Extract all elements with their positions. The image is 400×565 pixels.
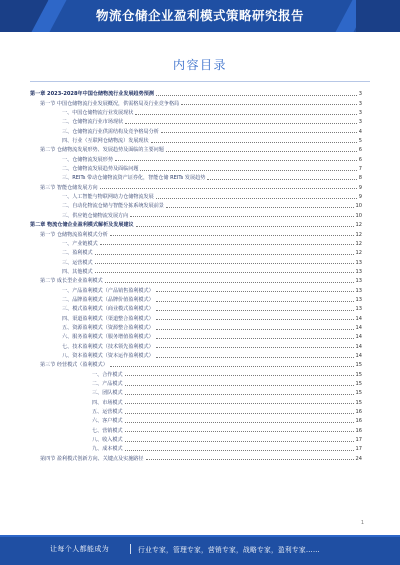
toc-leader-dots — [110, 366, 354, 367]
toc-entry-label: 六、客户模式 — [92, 418, 123, 425]
toc-entry-label: 二、自动化物流仓储与智能分拣系统发展前景 — [62, 203, 164, 210]
toc-entry-label: 第一章 2023-2028年中国仓储物流行业发展趋势预测 — [30, 91, 154, 98]
toc-entry[interactable] — [30, 378, 362, 387]
toc-entry-page: 3 — [358, 100, 362, 107]
toc-leader-dots — [125, 394, 354, 395]
toc-entry[interactable] — [30, 434, 362, 443]
toc-entry[interactable] — [30, 144, 362, 153]
toc-entry-page: 13 — [355, 287, 362, 294]
toc-leader-dots — [151, 142, 357, 143]
toc-leader-dots — [105, 282, 354, 283]
toc-entry-page: 17 — [355, 446, 362, 453]
toc-entry-label: 二、盈利模式 — [62, 250, 93, 257]
toc-entry-label: 三、模式盈利模式（商业模式盈利模式） — [62, 306, 154, 313]
toc-entry-label: 第三节 经营模式（盈利模式） — [40, 362, 108, 369]
toc-entry-label: 二、仓储物流行业市场现状 — [62, 119, 124, 126]
toc-entry-label: 五、运营模式 — [92, 409, 123, 416]
toc-entry-page: 14 — [355, 352, 362, 359]
toc-entry-label: 五、资源盈利模式（资源整合盈利模式） — [62, 324, 154, 331]
toc-entry-label: 三、运营模式 — [62, 259, 93, 266]
toc-leader-dots — [125, 123, 357, 124]
toc-entry[interactable] — [30, 331, 362, 340]
toc-entry-label: 第二章 物流仓储企业盈利模式解析及发展建议 — [30, 222, 134, 229]
toc-entry-page: 15 — [355, 399, 362, 406]
toc-entry[interactable] — [30, 200, 362, 209]
toc-entry[interactable] — [30, 424, 362, 433]
toc-leader-dots — [125, 413, 354, 414]
toc-leader-dots — [181, 104, 357, 105]
toc-leader-dots — [95, 263, 354, 264]
toc-entry-label: 三、团队模式 — [92, 390, 123, 397]
toc-entry[interactable] — [30, 219, 362, 228]
toc-leader-dots — [156, 347, 354, 348]
toc-entry-page: 3 — [358, 110, 362, 117]
toc-entry-label: 八、收入模式 — [92, 437, 123, 444]
toc-entry-label: 四、行业（互联网仓储物流）发展现状 — [62, 138, 149, 145]
toc-leader-dots — [125, 450, 354, 451]
toc-entry-page: 13 — [355, 268, 362, 275]
toc-entry-page: 24 — [355, 455, 362, 462]
footer-slogan: 让每个人都能成为 — [50, 545, 110, 553]
toc-entry-page: 14 — [355, 324, 362, 331]
title-divider — [30, 81, 370, 82]
toc-entry-label: 四、渠道盈利模式（渠道整合盈利模式） — [62, 315, 154, 322]
toc-leader-dots — [146, 459, 354, 460]
toc-entry-label: 九、成本模式 — [92, 446, 123, 453]
toc-entry[interactable] — [30, 125, 362, 134]
toc-leader-dots — [140, 170, 356, 171]
toc-entry[interactable] — [30, 228, 362, 237]
toc-entry[interactable] — [30, 368, 362, 377]
toc-leader-dots — [125, 385, 354, 386]
toc-entry[interactable] — [30, 322, 362, 331]
table-of-contents — [30, 88, 362, 462]
toc-entry[interactable] — [30, 340, 362, 349]
toc-entry-page: 13 — [355, 259, 362, 266]
toc-entry-label: 一、中国仓储物流行业发展现状 — [62, 110, 134, 117]
toc-entry-label: 三、仓储物流行业供需结构及竞争格局分析 — [62, 128, 159, 135]
toc-entry-page: 14 — [355, 315, 362, 322]
toc-entry[interactable] — [30, 88, 362, 97]
toc-leader-dots — [156, 301, 354, 302]
toc-entry[interactable] — [30, 266, 362, 275]
toc-entry[interactable] — [30, 312, 362, 321]
toc-entry[interactable] — [30, 443, 362, 452]
toc-entry-label: 八、资本盈利模式（资本运作盈利模式） — [62, 352, 154, 359]
toc-leader-dots — [156, 357, 354, 358]
toc-entry-page: 8 — [358, 175, 362, 182]
toc-entry[interactable] — [30, 107, 362, 116]
toc-entry-label: 一、人工智能与物联网助力仓储物流发展 — [62, 194, 154, 201]
toc-leader-dots — [125, 375, 354, 376]
toc-leader-dots — [115, 160, 357, 161]
toc-entry[interactable] — [30, 181, 362, 190]
footer-tagline: 行业专家，管理专家，营销专家，战略专家，盈利专家…… — [138, 546, 320, 554]
toc-entry[interactable] — [30, 135, 362, 144]
toc-entry[interactable] — [30, 294, 362, 303]
toc-entry-page: 10 — [355, 212, 362, 219]
toc-entry-label: 第三节 智能仓储发展方向 — [40, 184, 98, 191]
toc-entry-page: 17 — [355, 437, 362, 444]
toc-leader-dots — [125, 431, 354, 432]
toc-entry[interactable] — [30, 97, 362, 106]
toc-entry-page: 10 — [355, 203, 362, 210]
toc-entry-label: 一、产品盈利模式（产品销售盈利模式） — [62, 287, 154, 294]
toc-entry-page: 14 — [355, 334, 362, 341]
toc-entry-page: 12 — [355, 250, 362, 257]
toc-leader-dots — [125, 441, 354, 442]
toc-entry-label: 七、营销模式 — [92, 427, 123, 434]
toc-leader-dots — [100, 244, 354, 245]
toc-entry[interactable] — [30, 359, 362, 368]
toc-leader-dots — [156, 319, 354, 320]
toc-entry-page: 6 — [358, 156, 362, 163]
toc-entry-page: 13 — [355, 296, 362, 303]
toc-leader-dots — [135, 114, 356, 115]
toc-leader-dots — [100, 188, 357, 189]
toc-entry-page: 9 — [358, 184, 362, 191]
toc-entry[interactable] — [30, 209, 362, 218]
toc-entry-label: 第一节 中国仓储物流行业发展概况，供需格局及行业竞争格局 — [40, 100, 180, 107]
toc-entry[interactable] — [30, 396, 362, 405]
toc-entry[interactable] — [30, 256, 362, 265]
toc-leader-dots — [161, 132, 357, 133]
toc-leader-dots — [156, 291, 354, 292]
toc-entry-label: 一、合作模式 — [92, 371, 123, 378]
toc-entry-label: 第一节 仓储物流盈利模式分析 — [40, 231, 108, 238]
toc-entry-page: 6 — [358, 147, 362, 154]
page-number: 1 — [360, 520, 364, 526]
report-title: 物流仓储企业盈利模式策略研究报告 — [95, 8, 304, 23]
toc-entry-page: 5 — [358, 138, 362, 145]
toc-entry[interactable] — [30, 406, 362, 415]
toc-entry[interactable] — [30, 284, 362, 293]
toc-entry[interactable] — [30, 275, 362, 284]
toc-entry-page: 12 — [355, 240, 362, 247]
toc-entry-label: 二、仓储物流发展趋势及面临问题 — [62, 166, 139, 173]
toc-entry-page: 13 — [355, 278, 362, 285]
toc-entry-label: 一、产业链模式 — [62, 240, 98, 247]
toc-entry-label: 三、供应链仓储物流发展方向 — [62, 212, 129, 219]
toc-entry-page: 9 — [358, 194, 362, 201]
toc-entry-page: 3 — [358, 119, 362, 126]
toc-entry-page: 12 — [355, 231, 362, 238]
toc-leader-dots — [166, 151, 357, 152]
toc-leader-dots — [125, 422, 354, 423]
toc-heading: 内容目录 — [172, 58, 227, 72]
toc-entry[interactable] — [30, 350, 362, 359]
toc-entry[interactable] — [30, 153, 362, 162]
toc-entry-label: 二、产品模式 — [92, 381, 123, 387]
toc-entry-page: 15 — [355, 390, 362, 397]
toc-entry-page: 15 — [355, 371, 362, 378]
toc-entry-label: 第二节 成长型企业盈利模式 — [40, 278, 103, 285]
toc-entry[interactable] — [30, 191, 362, 200]
toc-entry[interactable] — [30, 172, 362, 181]
toc-leader-dots — [156, 329, 354, 330]
toc-leader-dots — [156, 310, 354, 311]
toc-entry-label: 二、品牌盈利模式（品牌价值盈利模式） — [62, 296, 154, 303]
toc-entry-page: 14 — [355, 343, 362, 350]
toc-entry-page: 15 — [355, 381, 362, 387]
footer-edge — [0, 535, 400, 537]
toc-entry-page: 16 — [355, 418, 362, 425]
toc-entry-page: 7 — [358, 166, 362, 173]
toc-leader-dots — [156, 338, 354, 339]
toc-entry-page: 12 — [355, 222, 362, 229]
toc-entry[interactable] — [30, 247, 362, 256]
toc-entry[interactable] — [30, 415, 362, 424]
toc-leader-dots — [156, 198, 357, 199]
toc-entry[interactable] — [30, 238, 362, 247]
toc-entry-page: 16 — [355, 427, 362, 434]
toc-entry-page: 13 — [355, 306, 362, 313]
toc-leader-dots — [95, 254, 354, 255]
toc-entry-label: 七、技术盈利模式（技术领先盈利模式） — [62, 343, 154, 350]
toc-entry-page: 15 — [355, 362, 362, 369]
toc-entry[interactable] — [30, 387, 362, 396]
toc-entry[interactable] — [30, 116, 362, 125]
toc-leader-dots — [130, 216, 353, 217]
toc-leader-dots — [110, 235, 354, 236]
toc-leader-dots — [136, 226, 354, 227]
toc-leader-dots — [207, 179, 356, 180]
toc-entry[interactable] — [30, 303, 362, 312]
toc-entry-label: 一、仓储物流发展形势 — [62, 156, 113, 163]
toc-entry-label: 第二节 仓储物流发展形势、发展趋势及面临的主要问题 — [40, 147, 164, 154]
toc-entry-page: 3 — [358, 91, 362, 98]
toc-entry-label: 四、市场模式 — [92, 399, 123, 406]
toc-entry-label: 四、其他模式 — [62, 268, 93, 275]
toc-leader-dots — [166, 207, 354, 208]
toc-leader-dots — [156, 95, 357, 96]
toc-entry[interactable] — [30, 163, 362, 172]
toc-entry-label: 第四节 盈利模式创新方向、关键点及实施路径 — [40, 455, 144, 462]
toc-entry-page: 4 — [358, 128, 362, 135]
toc-entry[interactable] — [30, 452, 362, 461]
toc-entry-label: 三、REITs 带动仓储物流资产证券化，智能仓储 REITs 发展趋势 — [62, 175, 206, 182]
footer-divider — [130, 544, 131, 554]
toc-leader-dots — [95, 272, 354, 273]
toc-leader-dots — [125, 403, 354, 404]
toc-entry-label: 六、服务盈利模式（服务增值盈利模式） — [62, 334, 154, 341]
toc-entry-page: 16 — [355, 409, 362, 416]
